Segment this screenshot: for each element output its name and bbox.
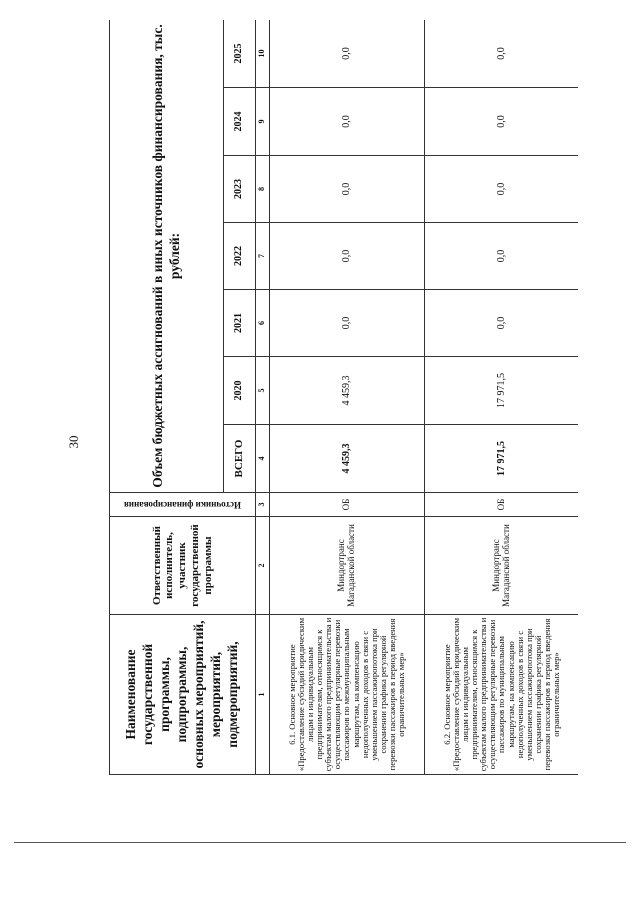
row-responsible: Миндортранс Магаданской области [270,517,425,615]
table-row [425,20,579,775]
column-numbers-row [256,20,270,775]
header-year-2021: 2021 [224,290,256,357]
row-value-2022: 0,0 [425,223,579,290]
row-source: ОБ [270,493,425,517]
row-value-2023: 0,0 [270,156,425,223]
row-value-2020: 17 971,5 [425,357,579,425]
header-budget-group: Объем бюджетных ассигнований в иных источников финансирования, тыс. рублей: [110,20,224,493]
column-number: 4 [256,425,270,493]
row-value-2022: 0,0 [270,223,425,290]
page-number: 30 [66,435,81,449]
document-sheet [109,20,578,775]
column-number: 6 [256,290,270,357]
header-source: Источники финансирования [110,493,256,517]
row-value-2023: 0,0 [425,156,579,223]
page-bottom-rule [14,842,626,843]
header-responsible: Ответственный исполнитель, участник государственной программы [110,517,256,615]
header-total: ВСЕГО [224,425,256,493]
column-number: 8 [256,156,270,223]
row-description: 6.1. Основное мероприятие «Предоставление субсидий юридическим лицам и индивидуальным предпринимателям, относящимся к субъектам малого предпринимательства и осуществляющим регулярные перевозки пассажиров по межмуниципальным маршрутам, на компенсацию недополученных доходов в связи с уменьшением пассажиропотока при сохранении графика регулярной перевозки пассажиров в период введения ограничительных мер» [270,615,425,775]
column-number: 5 [256,357,270,425]
row-value-2024: 0,0 [425,88,579,156]
header-year-2025: 2025 [224,20,256,88]
row-value-2024: 0,0 [270,88,425,156]
row-value-2021: 0,0 [270,290,425,357]
row-responsible: Миндортранс Магаданской области [425,517,579,615]
table-row [270,20,425,775]
column-number: 2 [256,517,270,615]
row-description: 6.2. Основное мероприятие «Предоставление субсидий юридическим лицам и индивидуальным предпринимателям, относящимся к субъектам малого предпринимательства и осуществляющим регулярные перевозки пассажиров по муниципальным маршрутам, на компенсацию недополученных доходов в связи с уменьшением пассажиропотока при сохранении графика регулярной перевозки пассажиров в период введения ограничительных мер» [425,615,579,775]
column-number: 10 [256,20,270,88]
row-total: 17 971,5 [425,425,579,493]
column-number: 1 [256,615,270,775]
budget-table [109,20,578,775]
row-value-2025: 0,0 [270,20,425,88]
row-value-2020: 4 459,3 [270,357,425,425]
header-year-2020: 2020 [224,357,256,425]
row-source: ОБ [425,493,579,517]
row-total: 4 459,3 [270,425,425,493]
header-year-2024: 2024 [224,88,256,156]
row-value-2021: 0,0 [425,290,579,357]
column-number: 7 [256,223,270,290]
row-value-2025: 0,0 [425,20,579,88]
column-number: 3 [256,493,270,517]
header-name: Наименование государственной программы, подпрограммы, основных мероприятий, мероприятий, подмероприятий, [110,615,256,775]
rotated-table-container [109,20,578,775]
column-number: 9 [256,88,270,156]
header-year-2022: 2022 [224,223,256,290]
header-year-2023: 2023 [224,156,256,223]
